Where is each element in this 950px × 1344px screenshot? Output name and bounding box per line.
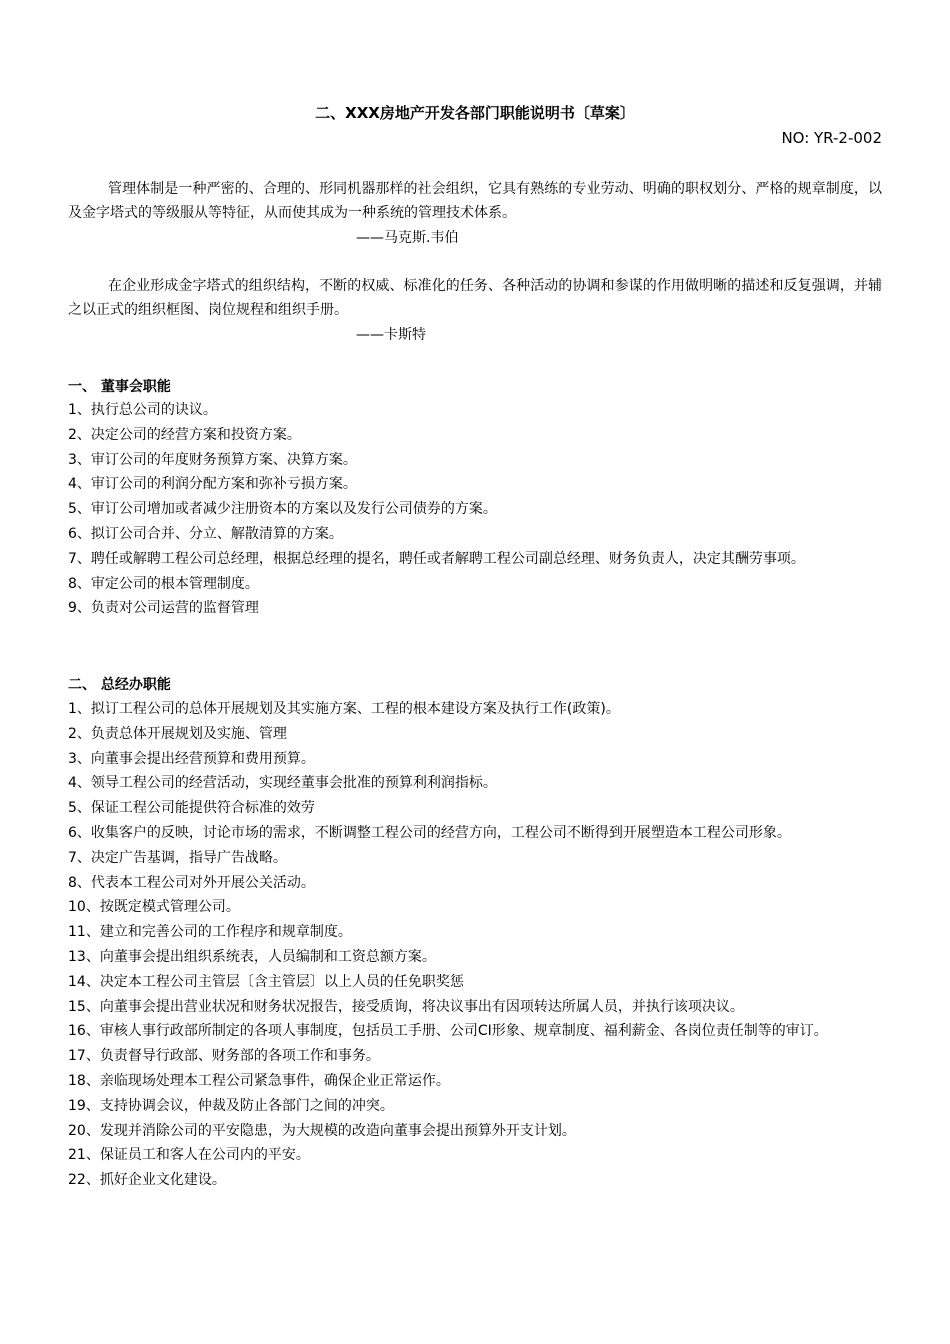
list-item-text: 向董事会提出组织系统表，人员编制和工资总额方案。 (99, 948, 436, 965)
list-item-number: 16、 (68, 1023, 100, 1040)
list-item-number: 7、 (68, 849, 91, 866)
list-item-number: 20、 (68, 1122, 100, 1139)
board-functions-list (68, 398, 882, 621)
document-title: 二、XXX房地产开发各部门职能说明书〔草案〕 (315, 104, 635, 122)
list-item-text: 领导工程公司的经营活动，实现经董事会批准的预算利利润指标。 (90, 775, 497, 792)
list-item-text: 拟订公司合并、分立、解散清算的方案。 (90, 525, 343, 542)
list-item-text: 保证员工和客人在公司内的平安。 (99, 1147, 310, 1164)
list-item (68, 1019, 882, 1044)
list-item-number: 3、 (68, 750, 91, 767)
list-item (68, 1143, 882, 1168)
list-item-number: 1、 (68, 402, 91, 418)
list-item-number: 6、 (68, 824, 91, 841)
list-item-text: 向董事会提出经营预算和费用预算。 (90, 750, 315, 767)
list-item (68, 522, 882, 547)
list-item-number: 19、 (68, 1097, 100, 1114)
list-item-text: 聘任或解聘工程公司总经理，根据总经理的提名，聘任或者解聘工程公司副总经理、财务负责人，决定其酬劳事项。 (90, 550, 805, 567)
section-title-board: 一、 董事会职能 (68, 379, 171, 395)
list-item-number: 14、 (68, 973, 100, 990)
list-item (68, 697, 882, 722)
list-item-number: 1、 (68, 701, 91, 717)
list-item (68, 995, 882, 1020)
list-item-number: 7、 (68, 550, 91, 567)
quote-kast: 在企业形成金字塔式的组织结构，不断的权威、标准化的任务、各种活动的协调和参谋的作用做明晰的描述和反复强调，并辅之以正式的组织框图、岗位规程和组织手册。 (68, 278, 882, 318)
list-item (68, 448, 882, 473)
document-number: NO: YR-2-002 (781, 129, 882, 147)
list-item (68, 920, 882, 945)
list-item-number: 2、 (68, 426, 91, 443)
section-title-gm-office: 二、 总经办职能 (68, 677, 171, 693)
list-item-number: 15、 (68, 998, 100, 1015)
list-item-text: 发现并消除公司的平安隐患，为大规模的改造向董事会提出预算外开支计划。 (99, 1122, 576, 1139)
list-item-text: 决定本工程公司主管层〔含主管层〕以上人员的任免职奖惩 (99, 973, 464, 990)
list-item-text: 决定广告基调，指导广告战略。 (90, 849, 287, 866)
gm-office-functions-list (68, 697, 882, 1193)
list-item-number: 21、 (68, 1147, 100, 1164)
list-item-text: 审定公司的根本管理制度。 (90, 575, 259, 592)
list-item (68, 1094, 882, 1119)
list-item-text: 拟订工程公司的总体开展规划及其实施方案、工程的根本建设方案及执行工作(政策)。 (90, 701, 620, 717)
list-item (68, 722, 882, 747)
list-item-text: 亲临现场处理本工程公司紧急事件，确保企业正常运作。 (99, 1072, 450, 1089)
list-item-number: 3、 (68, 451, 91, 468)
list-item (68, 472, 882, 497)
quote-weber: 管理体制是一种严密的、合理的、形同机器那样的社会组织，它具有熟练的专业劳动、明确的职权划分、严格的规章制度，以及金字塔式的等级服从等特征，从而使其成为一种系统的管理技术体系。 (68, 181, 882, 221)
list-item (68, 1119, 882, 1144)
list-item (68, 871, 882, 896)
list-item-number: 10、 (68, 899, 100, 916)
list-item-number: 8、 (68, 575, 91, 592)
list-item-number: 11、 (68, 924, 100, 941)
list-item-number: 5、 (68, 501, 91, 518)
list-item-text: 负责对公司运营的监督管理 (90, 600, 259, 617)
quote-weber-author: ——马克斯.韦伯 (356, 230, 459, 246)
list-item-text: 按既定模式管理公司。 (99, 899, 240, 916)
list-item-text: 审订公司增加或者减少注册资本的方案以及发行公司债券的方案。 (90, 501, 497, 518)
list-item-text: 抓好企业文化建设。 (99, 1172, 226, 1189)
list-item (68, 821, 882, 846)
list-item-number: 18、 (68, 1072, 100, 1089)
list-item (68, 1168, 882, 1193)
list-item (68, 1044, 882, 1069)
list-item (68, 497, 882, 522)
list-item-number: 4、 (68, 775, 91, 792)
list-item-number: 2、 (68, 725, 91, 742)
list-item-text: 决定公司的经营方案和投资方案。 (90, 426, 301, 443)
list-item (68, 398, 882, 423)
list-item (68, 771, 882, 796)
list-item-number: 8、 (68, 874, 91, 891)
list-item-number: 4、 (68, 476, 91, 493)
list-item (68, 572, 882, 597)
list-item-text: 执行总公司的诀议。 (90, 402, 217, 418)
list-item (68, 1069, 882, 1094)
list-item-text: 负责总体开展规划及实施、管理 (90, 725, 287, 742)
list-item-number: 6、 (68, 525, 91, 542)
list-item-text: 审订公司的利润分配方案和弥补亏损方案。 (90, 476, 357, 493)
list-item (68, 945, 882, 970)
list-item-text: 审核人事行政部所制定的各项人事制度，包括员工手册、公司CI形象、规章制度、福利薪金、各岗位责任制等的审订。 (99, 1023, 828, 1040)
list-item-text: 保证工程公司能提供符合标准的效劳 (90, 800, 315, 817)
list-item-number: 9、 (68, 600, 91, 617)
list-item-text: 负责督导行政部、财务部的各项工作和事务。 (99, 1048, 380, 1065)
list-item (68, 596, 882, 621)
list-item (68, 846, 882, 871)
list-item (68, 747, 882, 772)
list-item (68, 970, 882, 995)
list-item-number: 5、 (68, 800, 91, 817)
list-item-text: 向董事会提出营业状况和财务状况报告，接受质询，将决议事出有因项转达所属人员，并执行该项决议。 (99, 998, 744, 1015)
list-item-text: 支持协调会议，仲裁及防止各部门之间的冲突。 (99, 1097, 394, 1114)
list-item-text: 建立和完善公司的工作程序和规章制度。 (99, 924, 352, 941)
list-item-text: 代表本工程公司对外开展公关活动。 (90, 874, 315, 891)
list-item-number: 22、 (68, 1172, 100, 1189)
list-item (68, 796, 882, 821)
list-item-text: 审订公司的年度财务预算方案、决算方案。 (90, 451, 357, 468)
list-item-number: 13、 (68, 948, 100, 965)
list-item-number: 17、 (68, 1048, 100, 1065)
list-item (68, 547, 882, 572)
quote-kast-author: ——卡斯特 (356, 327, 426, 343)
list-item (68, 895, 882, 920)
list-item-text: 收集客户的反映，讨论市场的需求，不断调整工程公司的经营方向，工程公司不断得到开展塑造本工程公司形象。 (90, 824, 791, 841)
list-item (68, 423, 882, 448)
